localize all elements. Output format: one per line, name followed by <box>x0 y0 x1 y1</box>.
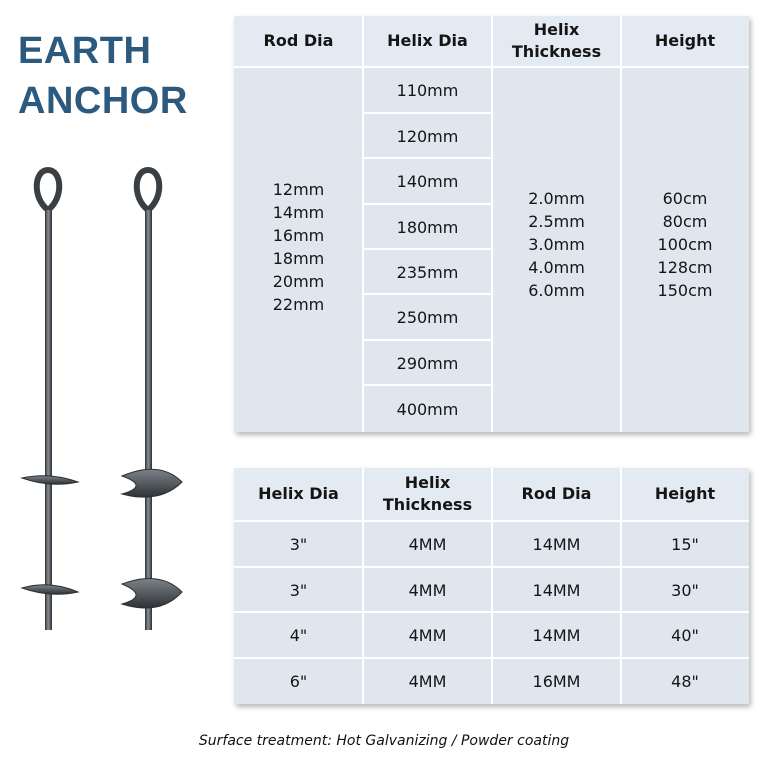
header-rod-dia: Rod Dia <box>234 16 363 66</box>
helix-thickness-value: 6.0mm <box>528 280 585 300</box>
header-rod-dia: Rod Dia <box>492 468 621 520</box>
table-cell: 48" <box>671 672 699 691</box>
earth-anchor-illustration <box>10 160 210 640</box>
rod-dia-value: 12mm <box>272 180 325 199</box>
page-title <box>18 26 188 126</box>
helix-dia-cell: 400mm <box>396 399 459 419</box>
helix-dia-cell: 250mm <box>396 307 459 327</box>
height-value: 100cm <box>657 234 713 254</box>
helix-dia-cell: 235mm <box>396 262 459 282</box>
rod-dia-value: 18mm <box>272 249 325 268</box>
helix-dia-cell: 110mm <box>396 80 459 100</box>
rod-dia-value: 14mm <box>272 203 325 222</box>
helix-dia-cell: 120mm <box>396 126 459 146</box>
table-cell: 4" <box>289 625 308 645</box>
grid-line <box>363 248 492 250</box>
table-cell: 40" <box>671 625 699 645</box>
grid-line <box>363 293 492 295</box>
helix-thickness-value: 3.0mm <box>528 234 585 254</box>
header-height: Height <box>621 16 749 66</box>
grid-line <box>363 384 492 386</box>
height-value: 60cm <box>662 188 708 208</box>
header-helix-thickness <box>492 16 621 66</box>
height-value: 80cm <box>662 211 708 231</box>
header-helix-dia: Helix Dia <box>363 16 492 66</box>
table-cell: 4MM <box>408 580 447 600</box>
grid-line <box>491 16 493 432</box>
grid-line <box>620 16 622 432</box>
header-helix-dia: Helix Dia <box>234 468 363 520</box>
height-value: 128cm <box>657 257 713 277</box>
grid-line <box>363 203 492 205</box>
helix-thickness-values <box>492 68 621 432</box>
grid-line <box>620 468 622 704</box>
surface-treatment-caption: Surface treatment: Hot Galvanizing / Powder coating <box>198 733 570 749</box>
helix-dia-cell: 180mm <box>396 217 459 237</box>
table-cell: 6" <box>289 672 308 691</box>
table-cell: 14MM <box>532 534 581 554</box>
table-cell: 4MM <box>408 625 447 645</box>
anchor-left-image <box>22 170 78 630</box>
table-cell: 4MM <box>408 534 447 554</box>
table-cell: 4MM <box>408 672 447 691</box>
header-helix-thickness <box>363 468 492 520</box>
table-cell: 16MM <box>532 672 581 691</box>
grid-line <box>363 339 492 341</box>
grid-line <box>491 468 493 704</box>
anchor-right-image <box>122 170 182 630</box>
helix-thickness-value: 4.0mm <box>528 257 585 277</box>
title-line-1: EARTH <box>18 30 152 72</box>
grid-line <box>363 112 492 114</box>
height-value: 150cm <box>657 280 713 300</box>
spec-table-imperial <box>234 468 749 704</box>
rod-dia-values <box>234 68 363 432</box>
rod-dia-value: 20mm <box>272 272 325 291</box>
table-cell: 14MM <box>532 580 581 600</box>
grid-line <box>362 16 364 432</box>
title-line-2: ANCHOR <box>18 80 188 122</box>
table-cell: 14MM <box>532 625 581 645</box>
helix-dia-cell: 290mm <box>396 353 459 373</box>
table-cell: 30" <box>671 580 699 600</box>
helix-thickness-value: 2.0mm <box>528 188 585 208</box>
header-height: Height <box>621 468 749 520</box>
header-helix-thickness-text: Helix Thickness <box>382 473 473 514</box>
header-helix-thickness-text: Helix Thickness <box>511 20 602 61</box>
grid-line <box>363 157 492 159</box>
helix-thickness-value: 2.5mm <box>528 211 585 231</box>
table-cell: 15" <box>671 534 699 554</box>
table-cell: 3" <box>289 580 308 600</box>
grid-line <box>362 468 364 704</box>
table-cell: 3" <box>289 534 308 554</box>
rod-dia-value: 22mm <box>272 295 325 314</box>
height-values <box>621 68 749 432</box>
rod-dia-value: 16mm <box>272 226 325 245</box>
spec-table-metric <box>234 16 749 432</box>
helix-dia-cell: 140mm <box>396 171 459 191</box>
